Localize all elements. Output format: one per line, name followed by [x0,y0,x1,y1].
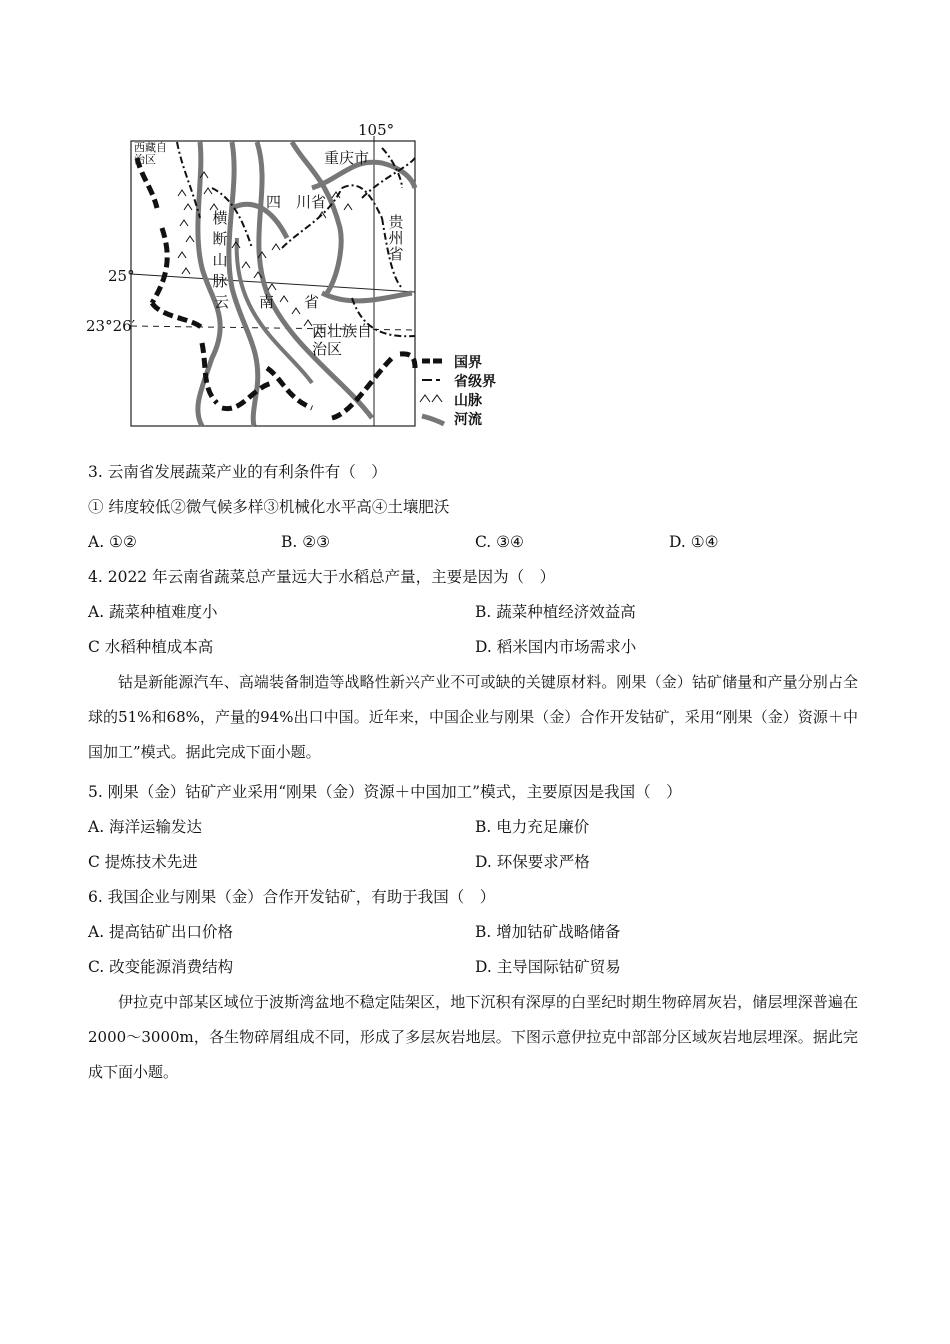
q4-option-c: C 水稻种植成本高 [88,638,214,656]
q6-option-a: A. 提高钴矿出口价格 [88,923,234,941]
passage-cobalt: 钴是新能源汽车、高端装备制造等战略性新兴产业不可或缺的关键原材料。刚果（金）钴矿储量和产量分别占全球的51%和68%，产量的94%出口中国。近年来，中国企业与刚果（金）合作开发钴矿，采用“刚果（金）资源＋中国加工”模式。据此完成下面小题。 [88,673,858,761]
label-guangxi: 西壮族自治区 [312,322,373,358]
legend-national-border: 国界 [454,355,482,371]
q6-option-c: C. 改变能源消费结构 [88,958,234,976]
passage-iraq: 伊拉克中部某区域位于波斯湾盆地不稳定陆架区，地下沉积有深厚的白垩纪时期生物碎屑灰岩，储层埋深普遍在 2000～3000m，各生物碎屑组成不同，形成了多层灰岩地层。下图示意伊拉克中部部分区域灰岩地层埋深。据此完成下面小题。 [88,993,858,1081]
label-tibet: 西藏自治区 [134,141,167,166]
q5-option-c: C 提炼技术先进 [88,853,198,871]
q3-option-a: A. ①② [88,533,137,551]
q6-option-b: B. 增加钴矿战略储备 [475,923,621,941]
q5-option-b: B. 电力充足廉价 [475,818,590,836]
label-chongqing: 重庆市 [324,149,370,167]
lat-label-2326: 23°26′ [86,317,136,335]
lat-label-25: 25° [108,267,135,285]
q4-option-d: D. 稻米国内市场需求小 [475,638,637,656]
lon-label-105: 105° [358,121,395,139]
q3-option-b: B. ②③ [281,533,331,551]
q4-option-a: A. 蔬菜种植难度小 [88,603,218,621]
label-guizhou: 贵州省 [388,213,404,263]
yunnan-map-figure [82,118,522,430]
label-yunnan: 云 南 省 [214,293,320,311]
q4-stem: 4. 2022 年云南省蔬菜总产量远大于水稻总产量，主要是因为（ ） [88,568,556,586]
legend-provincial-border: 省级界 [454,374,496,390]
q6-stem: 6. 我国企业与刚果（金）合作开发钴矿，有助于我国（ ） [88,888,496,906]
q5-option-d: D. 环保要求严格 [475,853,590,871]
legend-mountain: 山脉 [454,393,482,409]
label-sichuan: 四 川省 [266,193,327,211]
q3-option-d: D. ①④ [669,533,719,551]
q6-option-d: D. 主导国际钴矿贸易 [475,958,621,976]
label-hengduan: 横断山脉 [212,209,228,290]
legend-river: 河流 [454,412,482,428]
q3-option-c: C. ③④ [475,533,524,551]
q5-stem: 5. 刚果（金）钴矿产业采用“刚果（金）资源＋中国加工”模式，主要原因是我国（ ） [88,783,682,801]
q5-option-a: A. 海洋运输发达 [88,818,203,836]
q4-option-b: B. 蔬菜种植经济效益高 [475,603,636,621]
q3-stem: 3. 云南省发展蔬菜产业的有利条件有（ ） [88,463,387,481]
q3-items: ① 纬度较低②微气候多样③机械化水平高④土壤肥沃 [88,498,450,516]
